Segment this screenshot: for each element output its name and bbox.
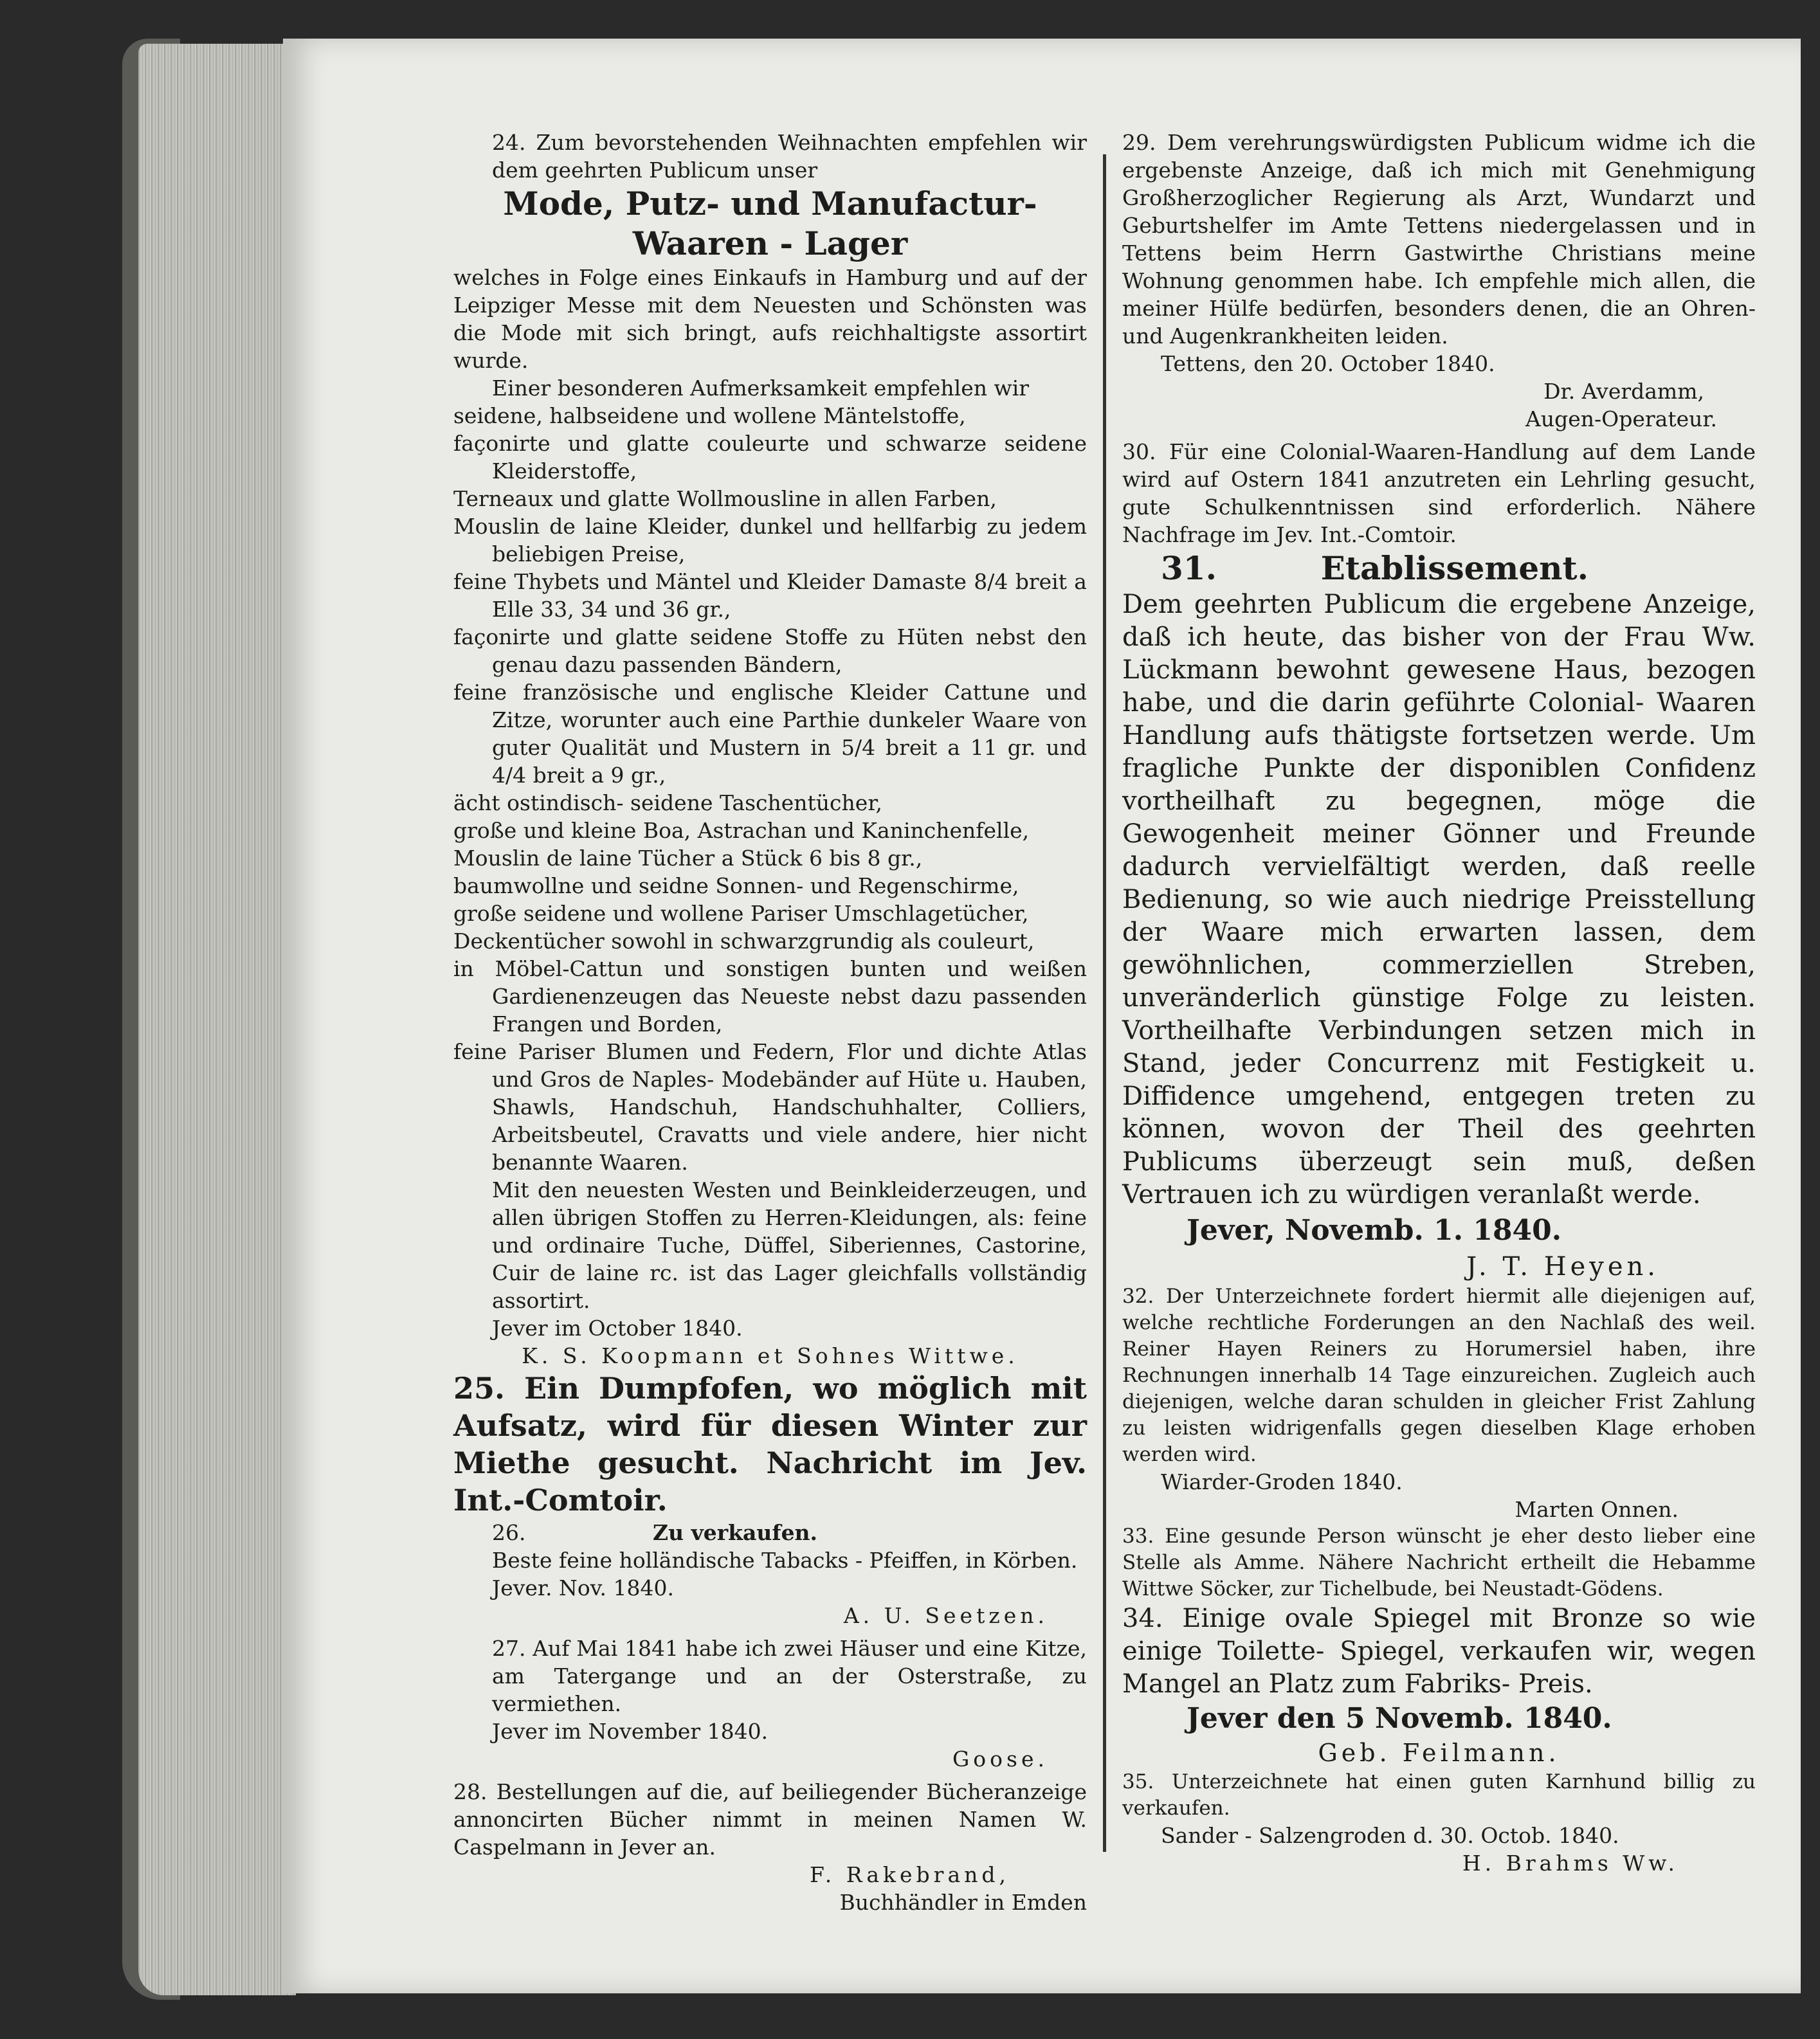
ad-26-title: Zu verkaufen. — [653, 1520, 818, 1545]
ad-31-number: 31. — [1161, 549, 1217, 587]
ad-31-text: Dem geehrten Publicum die ergebene Anzeige, daß ich heute, das bisher von der Frau Ww. Lückmann bewohnt gewesene Haus, bezogen habe, und die darin geführte Colonial- Waaren Handlung aufs thätigste fortsetzen werde. Um fragliche Punkte der disponiblen Confidenz vortheilhaft zu begegnen, möge die Gewogenheit meiner Gönner und Freunde dadurch vervielfältigt werden, daß reelle Bedienung, so wie auch niedrige Preisstellung der Waare mich erwarten lassen, dem gewöhnlichen, commerziellen Streben, unveränderlich günstige Folge zu leisten. Vortheilhafte Verbindungen setzen mich in Stand, jeder Concurrenz mit Festigkeit u. Diffidence umgehend, entgegen treten zu können, wovon der Theil des geehrten Publicums überzeugt sein muß, deßen Vertrauen ich zu würdigen veranlaßt werde. — [1122, 590, 1756, 1210]
ad-29-place-date: Tettens, den 20. October 1840. — [1161, 351, 1495, 376]
list-item: Mouslin de laine Tücher a Stück 6 bis 8 gr., — [453, 846, 923, 871]
list-item: feine Pariser Blumen und Federn, Flor und dichte Atlas und Gros de Naples- Modebänder auf Hüte u. Hauben, Shawls, Handschuh, Handschuhhalter, Colliers, Arbeitsbeutel, Cravatts und viele andere, hier nicht benannte Waaren. — [453, 1039, 1087, 1175]
ad-27-place-date: Jever im November 1840. — [492, 1719, 769, 1744]
ad-26-text: Beste feine holländische Tabacks - Pfeiffen, in Körben. — [492, 1548, 1078, 1573]
ad-24-attention: Einer besonderen Aufmerksamkeit empfehlen wir — [492, 376, 1030, 401]
ad-32-place-date: Wiarder-Groden 1840. — [1161, 1469, 1403, 1494]
ad-27-text: 27. Auf Mai 1841 habe ich zwei Häuser und eine Kitze, am Tatergange und an der Osterstraße, zu vermiethen. — [492, 1636, 1087, 1716]
right-column — [1122, 129, 1756, 1877]
list-item: große seidene und wollene Pariser Umschlagetücher, — [453, 901, 1029, 926]
list-item: baumwollne und seidne Sonnen- und Regenschirme, — [453, 873, 1019, 898]
ad-29-text: 29. Dem verehrungswürdigsten Publicum widme ich die ergebenste Anzeige, daß ich mich mit Genehmigung Großherzoglicher Regierung als Arzt, Wundarzt und Geburtshelfer im Amte Tettens niedergelassen und in Tettens beim Herrn Gastwirthe Christians meine Wohnung genommen habe. Ich empfehle mich allen, die meiner Hülfe bedürfen, besonders denen, die an Ohren- und Augenkrankheiten leiden. — [1122, 130, 1756, 349]
ad-26-signature: A. U. Seetzen. — [843, 1603, 1048, 1628]
ad-34-signature: Geb. Feilmann. — [1318, 1739, 1560, 1767]
ad-30-text: 30. Für eine Colonial-Waaren-Handlung auf dem Lande wird auf Ostern 1841 anzutreten ein Lehrling gesucht, gute Schulkenntnissen sind erforderlich. Nähere Nachfrage im Jev. Int.-Comtoir. — [1122, 439, 1756, 547]
ad-31-signature: J. T. Heyen. — [1466, 1252, 1659, 1282]
ad-34-text: 34. Einige ovale Spiegel mit Bronze so wie einige Toilette- Spiegel, verkaufen wir, wegen Mangel an Platz zum Fabriks- Preis. — [1122, 1604, 1756, 1699]
ad-32-text: 32. Der Unterzeichnete fordert hiermit alle diejenigen auf, welche rechtliche Forderungen an den Nachlaß des weil. Reiner Hayen Reiners zu Horumersiel haben, ihre Rechnungen innerhalb 14 Tage einzureichen. Zugleich auch diejenigen, welche daran schulden in gleicher Frist Zahlung zu leisten widrigenfalls gegen dieselben Klage erhoben werden wird. — [1122, 1285, 1756, 1466]
ad-25-text: 25. Ein Dumpfofen, wo möglich mit Aufsatz, wird für diesen Winter zur Miethe gesucht. Nachricht im Jev. Int.-Comtoir. — [453, 1371, 1087, 1518]
list-item: ächt ostindisch- seidene Taschentücher, — [453, 790, 882, 815]
list-item: seidene, halbseidene und wollene Mäntelstoffe, — [453, 403, 966, 428]
list-item: in Möbel-Cattun und sonstigen bunten und weißen Gardienenzeugen das Neueste nebst dazu passenden Frangen und Borden, — [453, 956, 1087, 1037]
ad-34-place-date: Jever den 5 Novemb. 1840. — [1187, 1702, 1612, 1735]
ad-26-heading — [453, 1519, 1087, 1546]
ad-31-heading — [1122, 548, 1756, 588]
ad-24-closing: Mit den neuesten Westen und Beinkleiderzeugen, und allen übrigen Stoffen zu Herren-Kleidungen, als: feine und ordinaire Tuche, Düffel, Siberiennes, Castorine, Cuir de laine rc. ist das Lager gleichfalls vollständig assortirt. — [492, 1177, 1087, 1313]
ad-24-place-date: Jever im October 1840. — [492, 1316, 743, 1341]
ad-24-signature: K. S. Koopmann et Sohnes Wittwe. — [522, 1343, 1019, 1368]
column-rule — [1103, 154, 1106, 1852]
left-column — [453, 129, 1087, 1916]
ad-35-text: 35. Unterzeichnete hat einen guten Karnhund billig zu verkaufen. — [1122, 1770, 1756, 1820]
list-item: façonirte und glatte seidene Stoffe zu Hüten nebst den genau dazu passenden Bändern, — [453, 624, 1087, 677]
ad-32-signature: Marten Onnen. — [1515, 1497, 1679, 1522]
ad-31-place-date: Jever, Novemb. 1. 1840. — [1187, 1214, 1562, 1247]
list-item: Mouslin de laine Kleider, dunkel und hellfarbig zu jedem beliebigen Preise, — [453, 514, 1087, 566]
ad-24-text: welches in Folge eines Einkaufs in Hamburg und auf der Leipziger Messe mit dem Neuesten und Schönsten was die Mode mit sich bringt, aufs reichhaltigste assortirt wurde. — [453, 265, 1087, 373]
ad-28-signature-name: F. Rakebrand, — [810, 1862, 1010, 1887]
ad-29-signature-title: Augen-Operateur. — [1525, 406, 1717, 431]
ad-26-place-date: Jever. Nov. 1840. — [492, 1575, 674, 1600]
ad-29-signature-name: Dr. Averdamm, — [1543, 379, 1704, 404]
ad-33-text: 33. Eine gesunde Person wünscht je eher desto lieber eine Stelle als Amme. Nähere Nachricht ertheilt die Hebamme Wittwe Söcker, zur Tichelbude, bei Neustadt-Gödens. — [1122, 1525, 1756, 1600]
list-item: feine französische und englische Kleider Cattune und Zitze, worunter auch eine Parthie dunkeler Waare von guter Qualität und Mustern in 5/4 breit a 11 gr. und 4/4 breit a 9 gr., — [453, 680, 1087, 788]
list-item: große und kleine Boa, Astrachan und Kaninchenfelle, — [453, 818, 1030, 843]
ad-26-number: 26. — [492, 1520, 526, 1545]
ad-24-item-list — [453, 402, 1087, 1176]
ad-31-title: Etablissement. — [1320, 549, 1588, 587]
page-edges — [138, 44, 296, 1995]
ad-27-signature: Goose. — [952, 1746, 1048, 1772]
list-item: Deckentücher sowohl in schwarzgrundig als couleurt, — [453, 929, 1035, 954]
ad-35-place-date: Sander - Salzengroden d. 30. Octob. 1840. — [1161, 1823, 1619, 1848]
ad-24-title: Mode, Putz- und Manufactur-Waaren - Lager — [503, 185, 1037, 262]
list-item: feine Thybets und Mäntel und Kleider Damaste 8/4 breit a Elle 33, 34 und 36 gr., — [453, 569, 1087, 622]
ad-28-text: 28. Bestellungen auf die, auf beiliegender Bücheranzeige annoncirten Bücher nimmt in meinen Namen W. Caspelmann in Jever an. — [453, 1779, 1087, 1860]
ad-35-signature: H. Brahms Ww. — [1462, 1851, 1679, 1876]
ad-24-intro: 24. Zum bevorstehenden Weihnachten empfehlen wir dem geehrten Publicum unser — [492, 130, 1087, 183]
ad-28-signature-title: Buchhändler in Emden — [839, 1890, 1087, 1915]
list-item: Terneaux und glatte Wollmousline in allen Farben, — [453, 486, 997, 511]
list-item: façonirte und glatte couleurte und schwarze seidene Kleiderstoffe, — [453, 431, 1087, 484]
